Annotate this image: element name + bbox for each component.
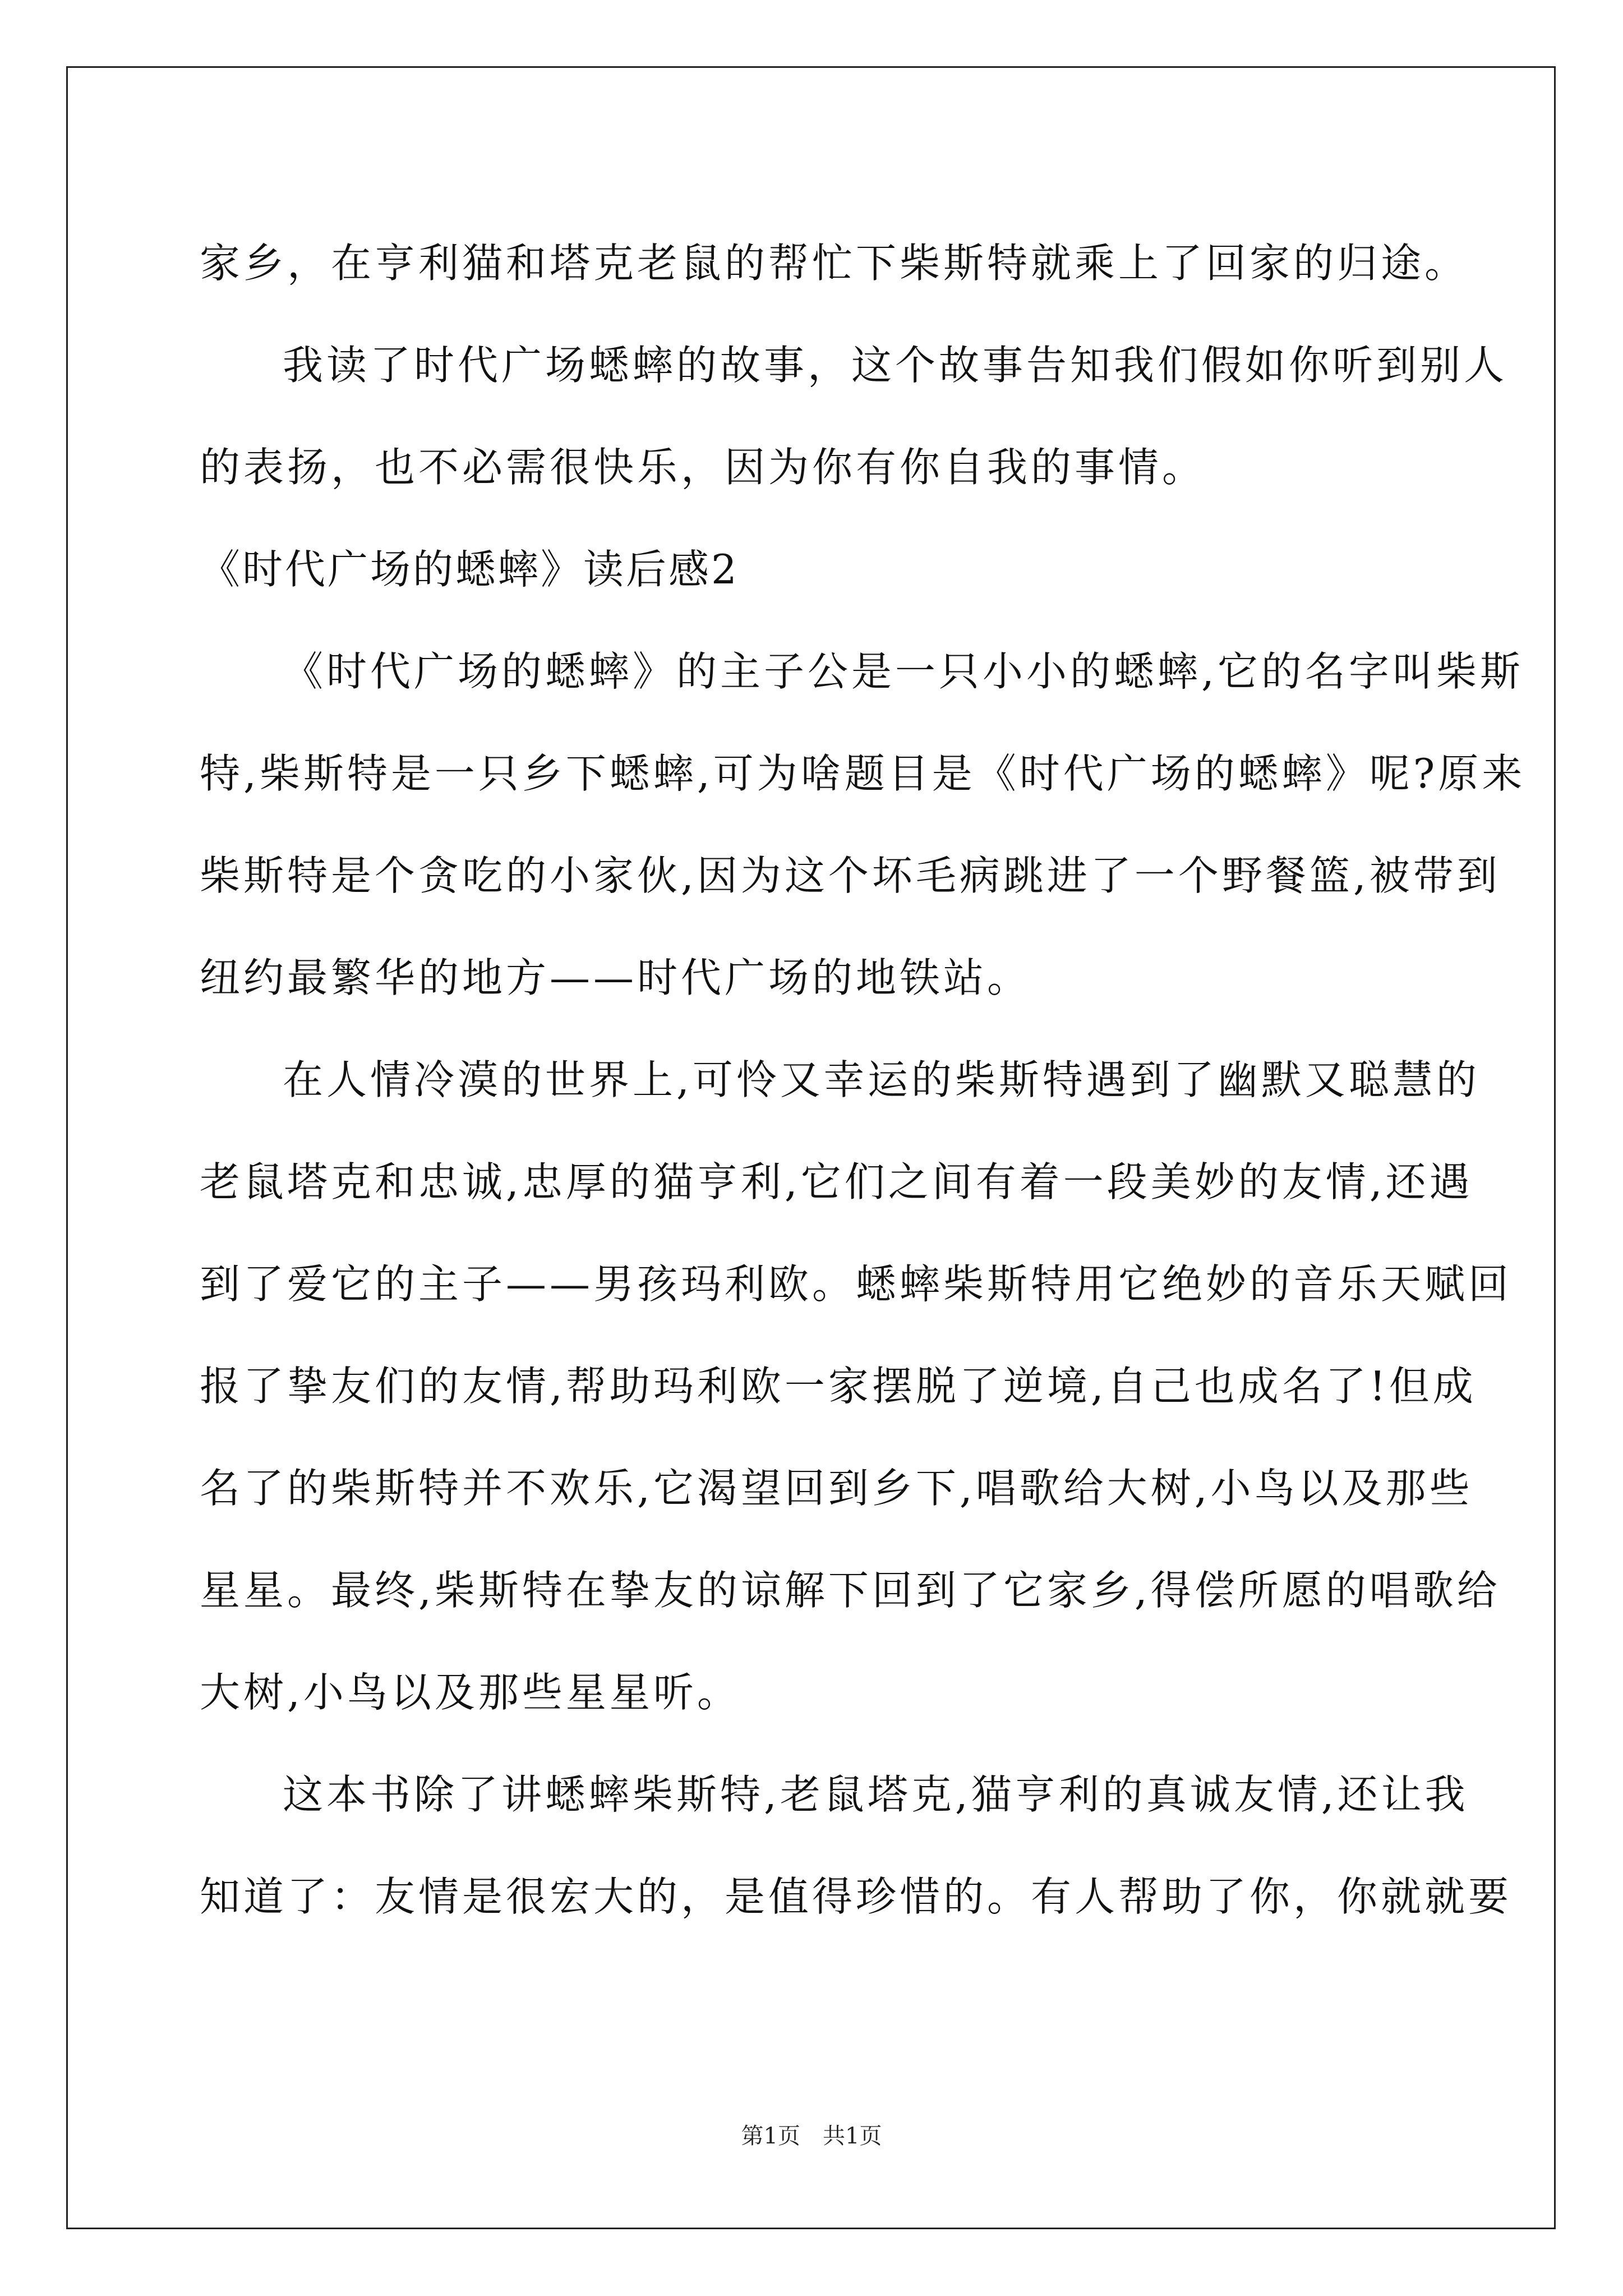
text-line: 名了的柴斯特并不欢乐,它渴望回到乡下,唱歌给大树,小鸟以及那些 (200, 1465, 1473, 1512)
text-line: 纽约最繁华的地方——时代广场的地铁站。 (200, 954, 1031, 1001)
page-number-footer: 第1页 共1页 (741, 2123, 882, 2149)
text-line: 的表扬，也不必需很快乐，因为你有你自我的事情。 (200, 444, 1206, 491)
text-line: 到了爱它的主子——男孩玛利欧。蟋蟀柴斯特用它绝妙的音乐天赋回 (200, 1260, 1513, 1308)
text-line: 特,柴斯特是一只乡下蟋蟀,可为啥题目是《时代广场的蟋蟀》呢?原来 (200, 750, 1526, 797)
text-line: 我读了时代广场蟋蟀的故事，这个故事告知我们假如你听到别人 (283, 342, 1508, 389)
text-line: 知道了：友情是很宏大的，是值得珍惜的。有人帮助了你，你就就要 (200, 1873, 1513, 1920)
text-line: 星星。最终,柴斯特在挚友的谅解下回到了它家乡,得偿所愿的唱歌给 (200, 1567, 1501, 1614)
text-line: 在人情冷漠的世界上,可怜又幸运的柴斯特遇到了幽默又聪慧的 (283, 1056, 1480, 1103)
text-line: 老鼠塔克和忠诚,忠厚的猫亨利,它们之间有着一段美妙的友情,还遇 (200, 1158, 1473, 1205)
document-body (200, 212, 1526, 1948)
text-line: 这本书除了讲蟋蟀柴斯特,老鼠塔克,猫亨利的真诚友情,还让我 (283, 1771, 1469, 1818)
text-line: 家乡，在亨利猫和塔克老鼠的帮忙下柴斯特就乘上了回家的归途。 (200, 240, 1469, 287)
text-line: 《时代广场的蟋蟀》的主子公是一只小小的蟋蟀,它的名字叫柴斯 (283, 648, 1524, 695)
section-heading: 《时代广场的蟋蟀》读后感2 (200, 546, 739, 593)
text-line: 柴斯特是个贪吃的小家伙,因为这个坏毛病跳进了一个野餐篮,被带到 (200, 852, 1501, 899)
text-line: 报了挚友们的友情,帮助玛利欧一家摆脱了逆境,自己也成名了!但成 (200, 1363, 1477, 1410)
text-line: 大树,小鸟以及那些星星听。 (200, 1669, 741, 1716)
